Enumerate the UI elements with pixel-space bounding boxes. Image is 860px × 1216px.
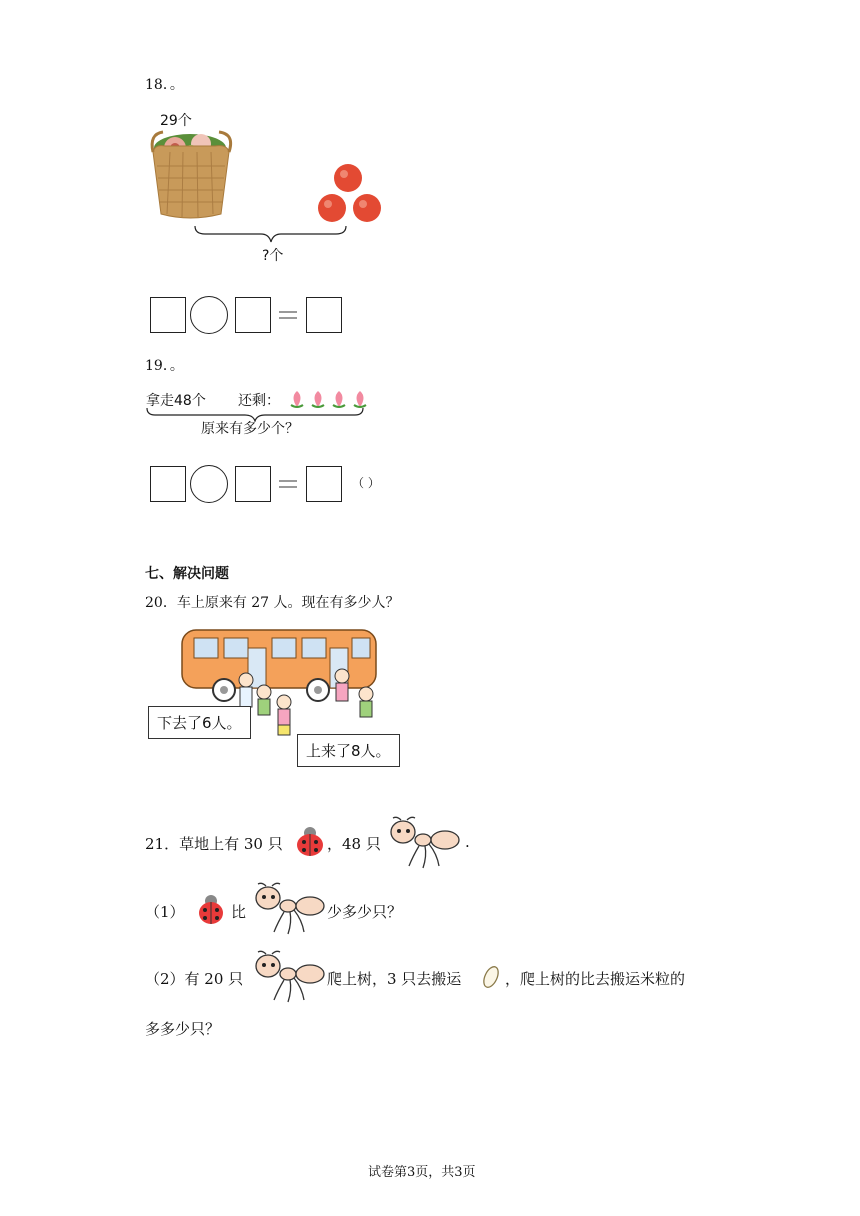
ant-icon — [248, 950, 328, 1006]
basket-count-label: 29个 — [160, 113, 192, 129]
sub2-prefix: （2）有 20 只 — [145, 970, 244, 988]
sub1-suffix: 少多少只？ — [327, 903, 403, 921]
ladybug-icon — [195, 892, 227, 926]
unit-parentheses[interactable]: （ ） — [352, 476, 380, 490]
equals-sign — [279, 478, 297, 490]
ant-icon — [248, 882, 328, 938]
sub2-middle: 爬上树，3 只去搬运 — [327, 970, 462, 988]
sub2-suffix: ，爬上树的比去搬运米粒的 — [505, 970, 686, 988]
got-on-label: 上来了8人。 — [297, 734, 400, 767]
operator-circle[interactable] — [190, 296, 228, 334]
ant-icon — [383, 816, 463, 872]
q21-text-part1: 21．草地上有 30 只 — [145, 835, 283, 853]
total-brace — [193, 224, 348, 244]
original-count-question: 原来有多少个？ — [201, 421, 299, 437]
section-title: 七、解决问题 — [145, 566, 229, 582]
total-label: ?个 — [262, 248, 284, 264]
answer-box-result[interactable] — [306, 297, 342, 333]
page-footer: 试卷第3页，共3页 — [368, 1165, 476, 1180]
rice-grain-icon — [481, 964, 501, 990]
answer-box-1[interactable] — [150, 466, 186, 502]
answer-box-2[interactable] — [235, 297, 271, 333]
q20-text: 20．车上原来有 27 人。现在有多少人？ — [145, 595, 400, 611]
answer-box-result[interactable] — [306, 466, 342, 502]
answer-box-1[interactable] — [150, 297, 186, 333]
taken-label: 拿走48个 — [146, 393, 206, 409]
got-off-label: 下去了6人。 — [148, 706, 251, 739]
q21-text-part3: . — [465, 833, 470, 851]
equals-sign — [279, 309, 297, 321]
sub2-line2: 多多少只？ — [145, 1020, 221, 1038]
q18-number: 18．。 — [145, 77, 184, 93]
q21-text-part2: ，48 只 — [327, 835, 381, 853]
operator-circle[interactable] — [190, 465, 228, 503]
answer-box-2[interactable] — [235, 466, 271, 502]
basket-of-fruit-icon — [145, 122, 235, 224]
q19-number: 19．。 — [145, 358, 184, 374]
remaining-label: 还剩： — [238, 393, 280, 409]
ladybug-icon — [293, 824, 327, 858]
sub1-compare-word: 比 — [231, 903, 247, 921]
sub1-prefix: （1） — [145, 903, 185, 921]
peaches-icon — [316, 162, 386, 226]
